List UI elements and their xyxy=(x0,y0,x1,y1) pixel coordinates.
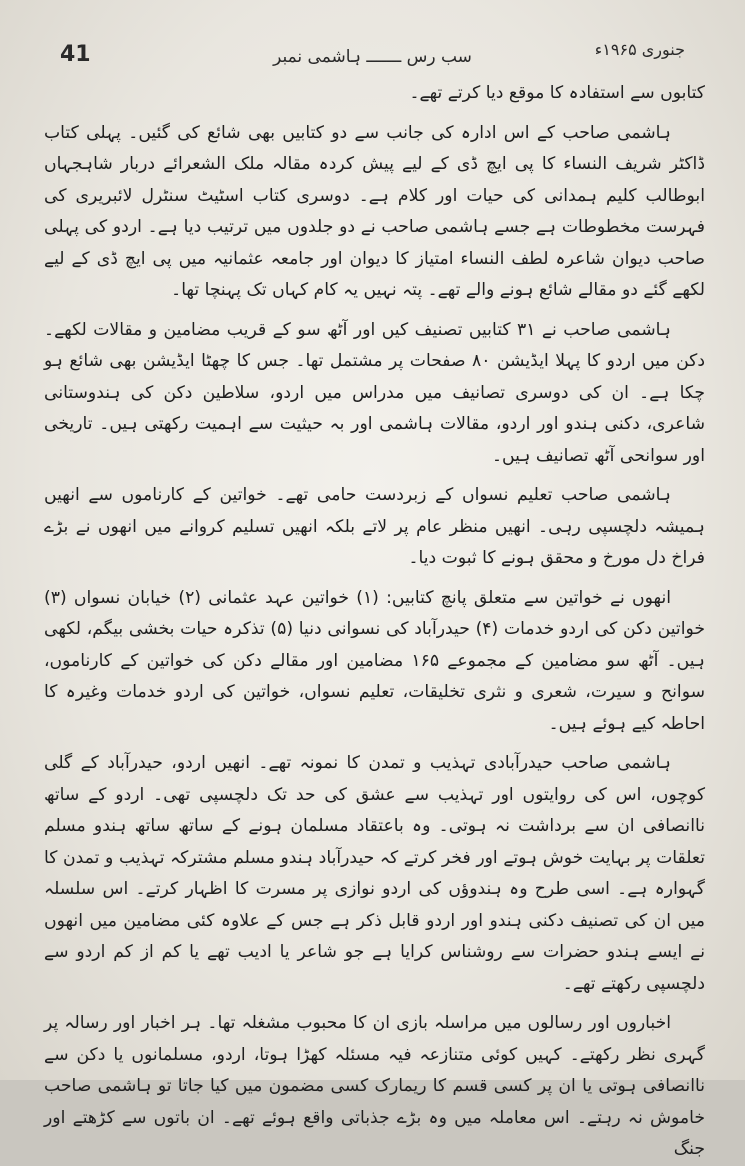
paragraph: انھوں نے خواتین سے متعلق پانچ کتابیں: (۱) خواتین عہد عثمانی (۲) خیابان نسواں (۳) خواتین دکن کی اردو خدمات (۴) حیدرآباد کی نسوانی دنیا (۵) تذکرہ حیات بخشی بیگم، لکھی ہیں۔ آٹھ سو مضامین کے مجموعے ۱۶۵ مضامین اور مقالے دکن کی خواتین کے کارناموں، سوانح و سیرت، شعری و نثری تخلیقات، تعلیم نسواں، خواتین کی اردو خدمات وغیرہ کا احاطہ کیے ہوئے ہیں۔ xyxy=(44,587,705,734)
paragraph: اخباروں اور رسالوں میں مراسلہ بازی ان کا محبوب مشغلہ تھا۔ ہر اخبار اور رسالہ پر گہری نظر رکھتے۔ کہیں کوئی متنازعہ فیہ مسئلہ کھڑا ہوتا، اردو، مسلمانوں یا دکن سے ناانصافی ہوتی یا ان پر کسی قسم کا ریمارک کسی مضمون میں کیا جاتا تو ہاشمی صاحب خاموش نہ رہتے۔ اس معاملہ میں وہ بڑے جذباتی واقع ہوئے تھے۔ ان باتوں سے کڑھتے اور جنگ xyxy=(44,1013,705,1159)
issue-date: جنوری ۱۹۶۵ء xyxy=(594,40,685,59)
paragraph: کتابوں سے استفادہ کا موقع دیا کرتے تھے۔ xyxy=(409,83,705,103)
body-text xyxy=(44,78,705,1159)
paragraph: ہاشمی صاحب حیدرآبادی تہذیب و تمدن کا نمونہ تھے۔ انھیں اردو، حیدرآباد کے گلی کوچوں، اس کی روایتوں اور تہذیب سے عشق کی حد تک دلچسپی تھی۔ اردو کے ساتھ ناانصافی ان سے برداشت نہ ہوتی۔ وہ باعتقاد مسلمان ہونے کے ساتھ ساتھ ہندو مسلم تعلقات پر بہایت خوش ہوتے اور فخر کرتے کہ حیدرآباد ہندو مسلم مشترکہ تہذیب و تمدن کا گہوارہ ہے۔ اسی طرح وہ ہندوؤں کی اردو نوازی پر مسرت کا اظہار کرتے۔ اس سلسلہ میں ان کی تصنیف دکنی ہندو اور اردو قابل ذکر ہے جس کے علاوہ کئی مضامین میں انھوں نے ایسے ہندو حضرات سے روشناس کرایا ہے جو شاعر یا ادیب تھے یا کم از کم اردو سے دلچسپی رکھتے تھے۔ xyxy=(44,753,705,994)
running-title: سب رس ـــــــ ہاشمی نمبر xyxy=(273,47,472,67)
page-header xyxy=(40,38,705,74)
paragraph: ہاشمی صاحب تعلیم نسواں کے زبردست حامی تھے۔ خواتین کے کارناموں سے انھیں ہمیشہ دلچسپی رہی۔ انھیں منظر عام پر لاتے بلکہ انھیں تسلیم کروانے میں انھوں نے بڑے فراخ دل مورخ و محقق ہونے کا ثبوت دیا۔ xyxy=(44,485,705,568)
paragraph: ہاشمی صاحب نے ۳۱ کتابیں تصنیف کیں اور آٹھ سو کے قریب مضامین و مقالات لکھے۔ دکن میں اردو کا پہلا ایڈیشن ۸۰ صفحات پر مشتمل تھا۔ جس کا چھٹا ایڈیشن بھی شائع ہو چکا ہے۔ ان کی دوسری تصانیف میں مدراس میں اردو، سلاطین دکن کی ہندوستانی شاعری، دکنی ہندو اور اردو، مقالات ہاشمی اور بہ حیثیت سے اہمیت رکھتی ہیں۔ تاریخی اور سوانحی آٹھ تصانیف ہیں۔ xyxy=(44,319,705,466)
paragraph: ہاشمی صاحب کے اس ادارہ کی جانب سے دو کتابیں بھی شائع کی گئیں۔ پہلی کتاب ڈاکٹر شریف النساء کا پی ایچ ڈی کے لیے پیش کردہ مقالہ ملک الشعرائے دربار شاہجہاں ابوطالب کلیم ہمدانی کی حیات اور کلام ہے۔ دوسری کتاب اسٹیٹ سنٹرل لائبریری کی فہرست مخطوطات ہے جسے ہاشمی صاحب نے دو جلدوں میں ترتیب دیا ہے۔ اردو کی پہلی صاحب دیوان شاعرہ لطف النساء امتیاز کا دیوان اور جامعہ عثمانیہ میں پی ایچ ڈی کے لیے لکھے گئے دو مقالے شائع ہونے والے تھے۔ پتہ نہیں یہ کام کہاں تک پہنچا تھا۔ xyxy=(44,122,705,300)
page-number: 41 xyxy=(60,42,91,67)
